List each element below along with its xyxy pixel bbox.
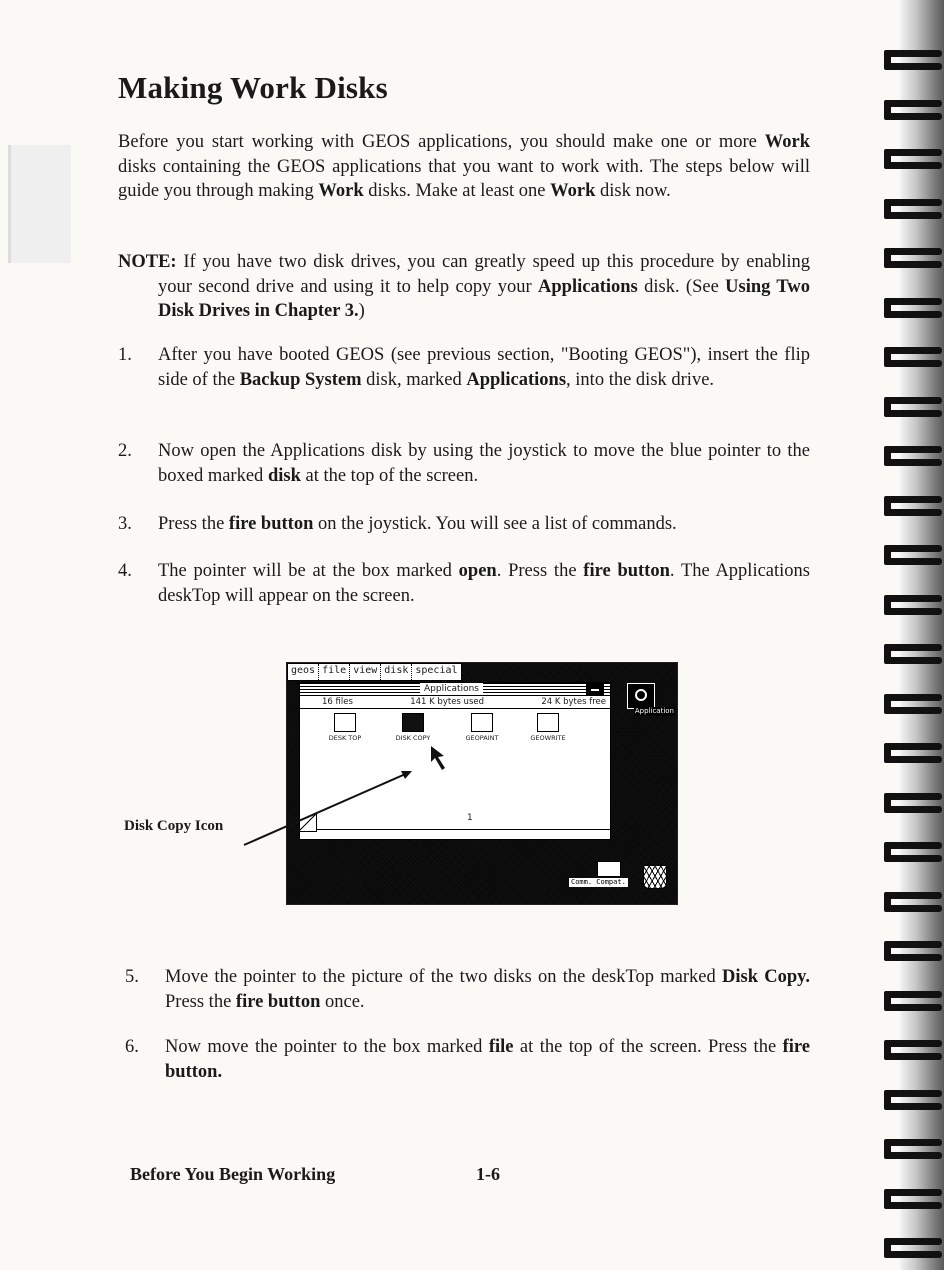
intro-paragraph: Before you start working with GEOS applications, you should make one or more Work disks containing the GEOS applications that you want to work with. The steps below will guide you through making Work disks. Make at least one Work disk now. (118, 132, 810, 201)
files-count: 16 files (322, 697, 353, 707)
bold-term: Work (550, 181, 596, 201)
bold-term: file (488, 1037, 514, 1057)
printer-label: Comm. Compat. (571, 878, 626, 886)
geos-menu-bar (287, 663, 462, 681)
spiral-ring (884, 149, 942, 171)
spiral-ring (884, 397, 942, 419)
printer-icon[interactable] (597, 861, 621, 877)
spiral-ring (884, 545, 942, 567)
bold-term: Work (764, 132, 810, 152)
bold-term: Applications (466, 369, 567, 390)
footer-section-title: Before You Begin Working (130, 1164, 336, 1184)
page-title: Making Work Disks (118, 70, 388, 105)
step-number: 6. (125, 1037, 139, 1057)
page-fold-icon[interactable] (300, 813, 317, 832)
geowrite-file[interactable] (518, 713, 578, 742)
disk-drive-label: Application (634, 707, 674, 715)
spiral-ring (884, 248, 942, 270)
bleed-through-shadow (8, 145, 71, 263)
step-number: 3. (118, 514, 132, 534)
step-text: Press the fire button on the joystick. You will see a list of commands. (158, 514, 677, 534)
spiral-ring (884, 595, 942, 617)
spiral-ring (884, 446, 942, 468)
spiral-ring (884, 199, 942, 221)
bold-term: Work (318, 181, 364, 201)
spiral-ring (884, 694, 942, 716)
spiral-ring (884, 892, 942, 914)
step-number: 4. (118, 561, 132, 581)
window-title: Applications (420, 683, 483, 695)
step-text: The pointer will be at the box marked open. Press the fire button. The Applications deskTop will appear on the screen. (158, 561, 810, 606)
bold-term: fire button (583, 561, 670, 581)
spiral-ring (884, 1238, 942, 1260)
step-text: Now move the pointer to the box marked file at the top of the screen. Press the fire button. (165, 1037, 810, 1082)
desktop-file[interactable] (315, 713, 375, 742)
close-icon[interactable] (586, 684, 604, 695)
bold-term: fire button. (165, 1037, 810, 1082)
step-3 (118, 512, 810, 537)
footer-page-number: 1-6 (476, 1164, 500, 1184)
trash-icon[interactable] (643, 865, 667, 889)
spiral-ring (884, 644, 942, 666)
spiral-ring (884, 842, 942, 864)
disk-drive-icon[interactable] (627, 683, 655, 709)
geos-desktop-screenshot (286, 662, 678, 905)
bold-term: open (458, 561, 497, 581)
menu-disk[interactable]: disk (381, 664, 412, 680)
menu-view[interactable]: view (350, 664, 381, 680)
step-number: 1. (118, 345, 132, 365)
geowrite-icon (537, 713, 559, 732)
spiral-ring (884, 941, 942, 963)
menu-special[interactable]: special (415, 665, 458, 676)
step-1 (118, 343, 810, 392)
bold-term: Backup System (239, 369, 362, 390)
geopaint-icon (471, 713, 493, 732)
geopaint-file[interactable] (452, 713, 512, 742)
spiral-ring (884, 1139, 942, 1161)
spiral-ring (884, 496, 942, 518)
bold-term: Applications (538, 276, 638, 297)
step-text: Now open the Applications disk by using the joystick to move the blue pointer to the boxed marked disk at the top of the screen. (158, 441, 810, 486)
disk-copy-file[interactable] (383, 713, 443, 742)
callout-label: Disk Copy Icon (124, 818, 224, 834)
file-label: DESK TOP (328, 734, 362, 742)
note-paragraph: NOTE: If you have two disk drives, you can greatly speed up this procedure by enabling your second drive and using it to help copy your Applications disk. (See Using Two Disk Drives in Chapter 3.) (118, 252, 810, 321)
step-number: 5. (125, 967, 139, 987)
window-bottom-edge (316, 829, 610, 832)
bold-term: fire button (235, 991, 321, 1012)
desktop-icon (334, 713, 356, 732)
bold-term: NOTE: (118, 252, 177, 272)
step-4 (118, 559, 810, 608)
spiral-ring (884, 793, 942, 815)
step-2 (118, 439, 810, 488)
bold-term: Using Two Disk Drives in Chapter 3. (158, 276, 810, 321)
bytes-used: 141 K bytes used (410, 697, 484, 707)
bold-term: Disk Copy. (722, 967, 811, 987)
spiral-ring (884, 743, 942, 765)
spiral-ring (884, 50, 942, 72)
spiral-ring (884, 347, 942, 369)
bold-term: fire button (228, 514, 314, 534)
spiral-ring (884, 991, 942, 1013)
step-number: 2. (118, 441, 132, 461)
window-titlebar (300, 683, 610, 696)
menu-geos[interactable]: geos (288, 664, 319, 680)
file-label: GEOWRITE (530, 734, 566, 742)
page-indicator: 1 (467, 813, 473, 823)
step-text: Move the pointer to the picture of the two disks on the deskTop marked Disk Copy. Press the fire button once. (165, 967, 811, 1012)
bold-term: disk (267, 465, 301, 486)
spiral-ring (884, 1189, 942, 1211)
file-label: DISK COPY (395, 734, 431, 742)
step-5 (118, 965, 810, 1014)
spiral-binding-shadow (900, 0, 944, 1270)
spiral-ring (884, 100, 942, 122)
bytes-free: 24 K bytes free (541, 697, 606, 707)
spiral-ring (884, 1090, 942, 1112)
disk-info-bar (300, 696, 610, 709)
step-6 (118, 1035, 810, 1084)
file-label: GEOPAINT (465, 734, 499, 742)
menu-file[interactable]: file (319, 664, 350, 680)
spiral-ring (884, 1040, 942, 1062)
step-text: After you have booted GEOS (see previous section, "Booting GEOS"), insert the flip side of the Backup System disk, marked Applications, into the disk drive. (158, 345, 810, 390)
spiral-ring (884, 298, 942, 320)
disk-copy-icon (402, 713, 424, 732)
applications-window (299, 682, 611, 840)
